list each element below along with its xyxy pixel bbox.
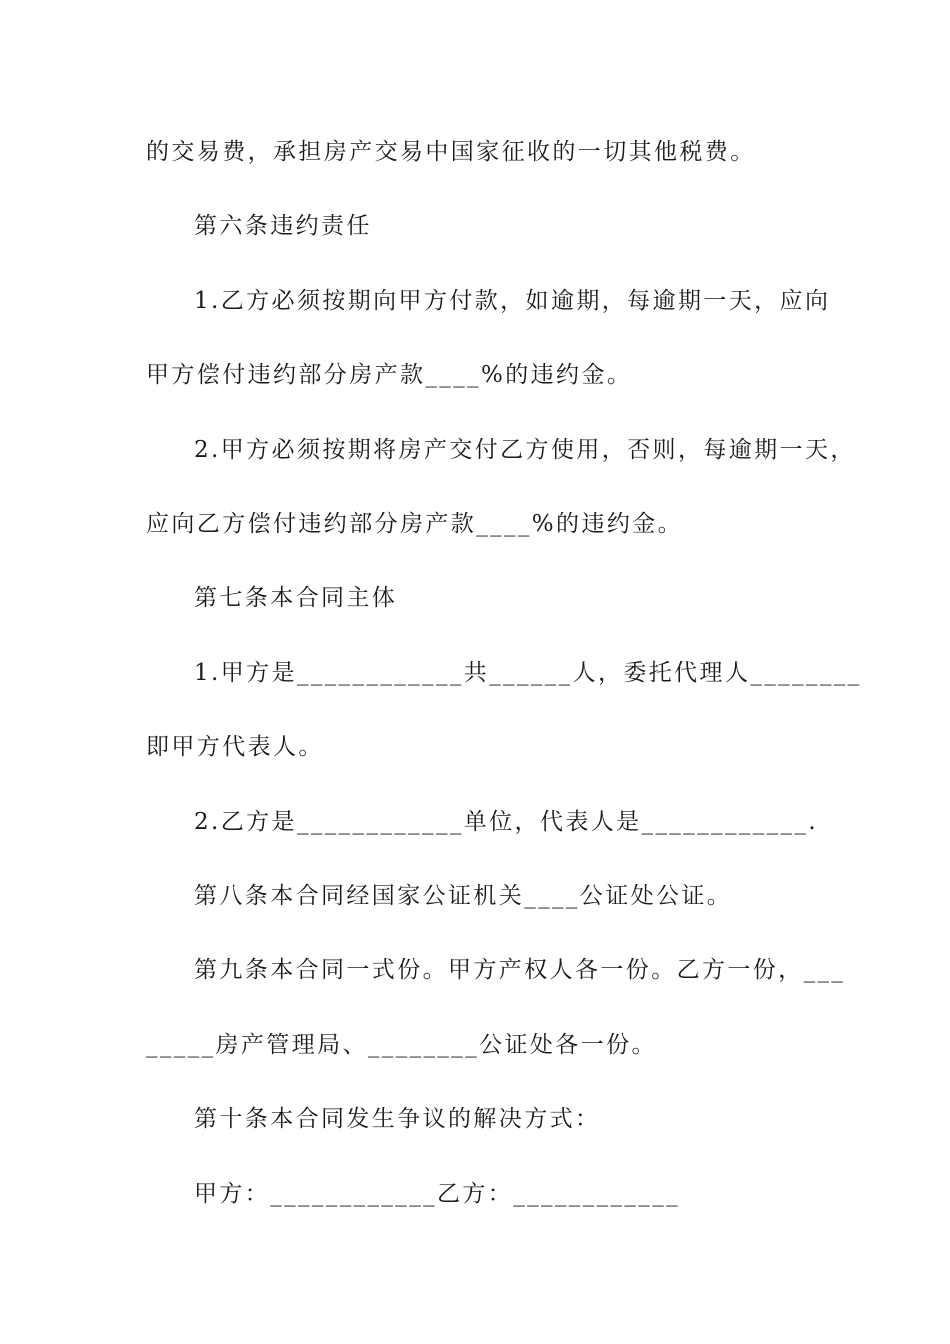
text-line-9: 即甲方代表人。 (146, 734, 324, 760)
text-line-10: 2.乙方是____________单位，代表人是____________. (194, 809, 819, 835)
article-10-text: 第十条本合同发生争议的解决方式： (194, 1106, 601, 1132)
text-line-8: 1.甲方是____________共______人，委托代理人________ (194, 660, 862, 686)
article-6-heading: 第六条违约责任 (194, 213, 372, 239)
text-line-6: 应向乙方偿付违约部分房产款____%的违约金。 (146, 511, 684, 537)
text-line-1: 的交易费，承担房产交易中国家征收的一切其他税费。 (146, 139, 756, 165)
text-line-4: 甲方偿付违约部分房产款____%的违约金。 (146, 362, 633, 388)
article-7-heading: 第七条本合同主体 (194, 585, 398, 611)
article-8-text: 第八条本合同经国家公证机关____公证处公证。 (194, 883, 733, 909)
text-line-5: 2.甲方必须按期将房产交付乙方使用，否则，每逾期一天， (194, 437, 856, 463)
text-line-13: _____房产管理局、________公证处各一份。 (146, 1032, 657, 1058)
signature-line: 甲方：____________乙方：____________ (194, 1181, 680, 1207)
text-line-3: 1.乙方必须按期向甲方付款，如逾期，每逾期一天，应向 (194, 288, 831, 314)
article-9-text: 第九条本合同一式份。甲方产权人各一份。乙方一份，___ (194, 957, 846, 983)
